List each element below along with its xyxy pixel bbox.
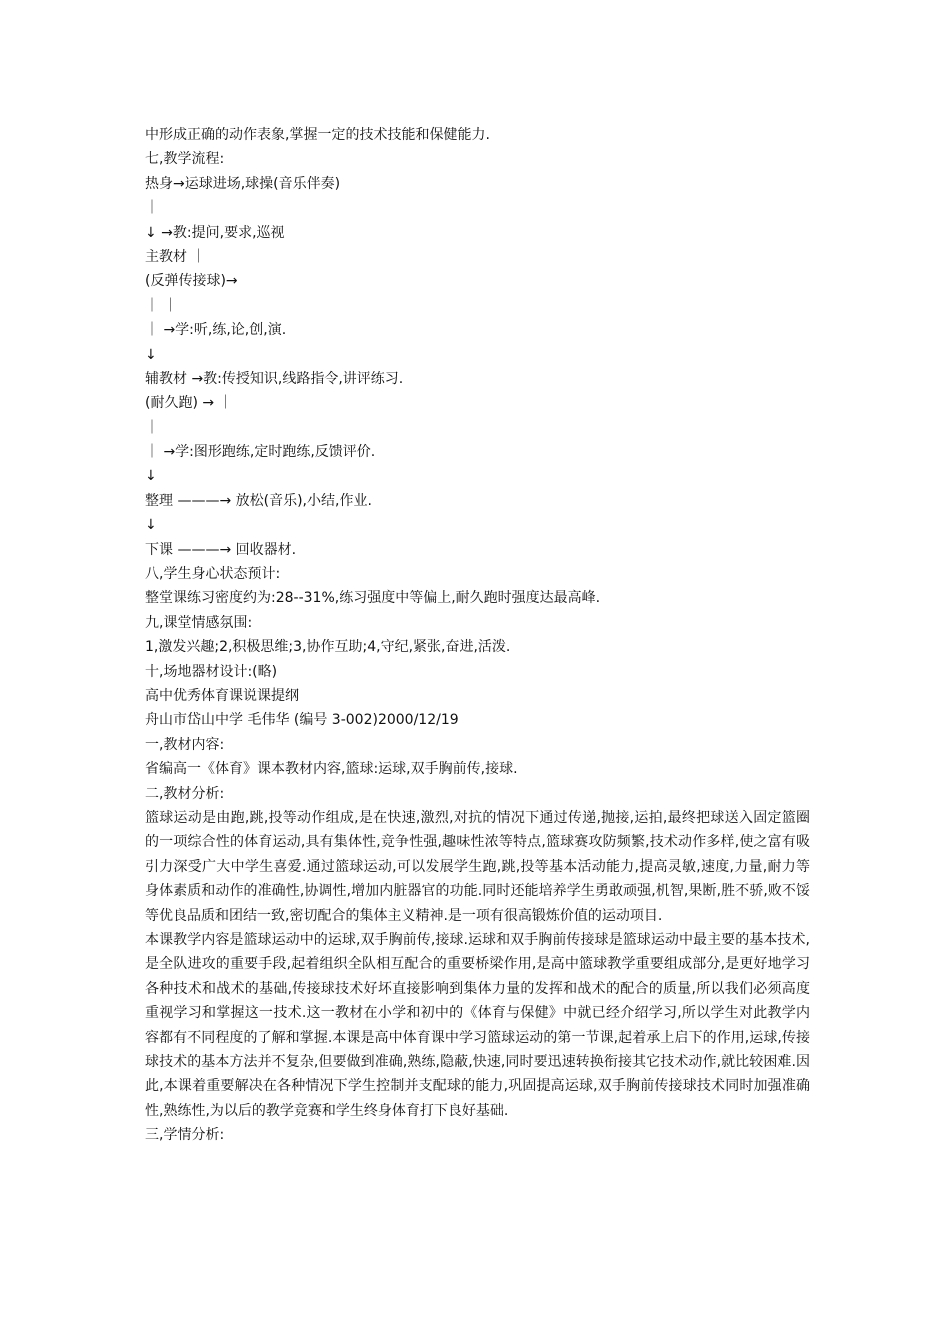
document-body xyxy=(145,123,810,1148)
section-heading: 一,教材内容: xyxy=(145,736,225,753)
flow-line: 辅教材 →教:传授知识,线路指令,讲评练习. xyxy=(145,370,404,387)
flow-line: 主教材 ｜ xyxy=(145,248,206,265)
text-line: 中形成正确的动作表象,掌握一定的技术技能和保健能力. xyxy=(145,127,490,143)
paragraph: 本课教学内容是篮球运动中的运球,双手胸前传,接球.运球和双手胸前传接球是篮球运动中最主要的基本技术,是全队进攻的重要手段,起着组织全队相互配合的重要桥梁作用,是高中篮球教学重要组成部分,是更好地学习各种技术和战术的基础,传接球技术好坏直接影响到集体力量的发挥和战术的配合的质量,所以我们必须高度重视学习和掌握这一技术.这一教材在小学和初中的《体育与保健》中就已经介绍学习,所以学生对此教学内容都有不同程度的了解和掌握.本课是高中体育课中学习篮球运动的第一节课,起着承上启下的作用,运球,传接球技术的基本方法并不复杂,但要做到准确,熟练,隐蔽,快速,同时要迅速转换衔接其它技术动作,就比较困难.因此,本课着重要解决在各种情况下学生控制并支配球的能力,巩固提高运球,双手胸前传接球技术同时加强准确性,熟练性,为以后的教学竞赛和学生终身体育打下良好基础. xyxy=(145,931,810,1119)
text-line: 1,激发兴趣;2,积极思维;3,协作互助;4,守纪,紧张,奋进,活泼. xyxy=(145,639,511,656)
flow-line: 整理 ———→ 放松(音乐),小结,作业. xyxy=(145,492,372,509)
author-line: 舟山市岱山中学 毛伟华 (编号 3-002)2000/12/19 xyxy=(145,712,459,729)
flow-line: ｜ ｜ xyxy=(145,297,178,314)
flow-line: 热身→运球进场,球操(音乐伴奏) xyxy=(145,175,341,192)
flow-line: ↓ →教:提问,要求,巡视 xyxy=(145,224,285,241)
text-line: 省编高一《体育》课本教材内容,篮球:运球,双手胸前传,接球. xyxy=(145,761,518,778)
flow-line: (反弹传接球)→ xyxy=(145,273,238,290)
section-heading: 三,学情分析: xyxy=(145,1127,225,1144)
flow-line: 下课 ———→ 回收器材. xyxy=(145,541,297,558)
section-heading: 十,场地器材设计:(略) xyxy=(145,663,278,680)
flow-line: ↓ xyxy=(145,346,157,363)
flow-line: (耐久跑) → ｜ xyxy=(145,395,233,412)
flow-line: ｜ xyxy=(145,419,159,436)
section-heading: 九,课堂情感氛围: xyxy=(145,614,253,631)
flow-line: ｜ →学:听,练,论,创,演. xyxy=(145,322,287,339)
flow-line: ↓ xyxy=(145,517,157,534)
flow-line: ｜ xyxy=(145,200,159,217)
document-title: 高中优秀体育课说课提纲 xyxy=(145,687,299,704)
section-heading: 七,教学流程: xyxy=(145,151,225,168)
flow-line: ｜ →学:图形跑练,定时跑练,反馈评价. xyxy=(145,444,376,461)
text-line: 整堂课练习密度约为:28--31%,练习强度中等偏上,耐久跑时强度达最高峰. xyxy=(145,590,601,607)
section-heading: 二,教材分析: xyxy=(145,785,225,802)
flow-line: ↓ xyxy=(145,468,157,485)
section-heading: 八,学生身心状态预计: xyxy=(145,566,281,583)
paragraph: 篮球运动是由跑,跳,投等动作组成,是在快速,激烈,对抗的情况下通过传递,抛接,运拍,最终把球送入固定篮圈的一项综合性的体育运动,具有集体性,竞争性强,趣味性浓等特点,篮球赛攻防频繁,技术动作多样,使之富有吸引力深受广大中学生喜爱.通过篮球运动,可以发展学生跑,跳,投等基本活动能力,提高灵敏,速度,力量,耐力等身体素质和动作的准确性,协调性,增加内脏器官的功能.同时还能培养学生勇敢顽强,机智,果断,胜不骄,败不馁等优良品质和团结一致,密切配合的集体主义精神.是一项有很高锻炼价值的运动项目. xyxy=(145,809,810,924)
